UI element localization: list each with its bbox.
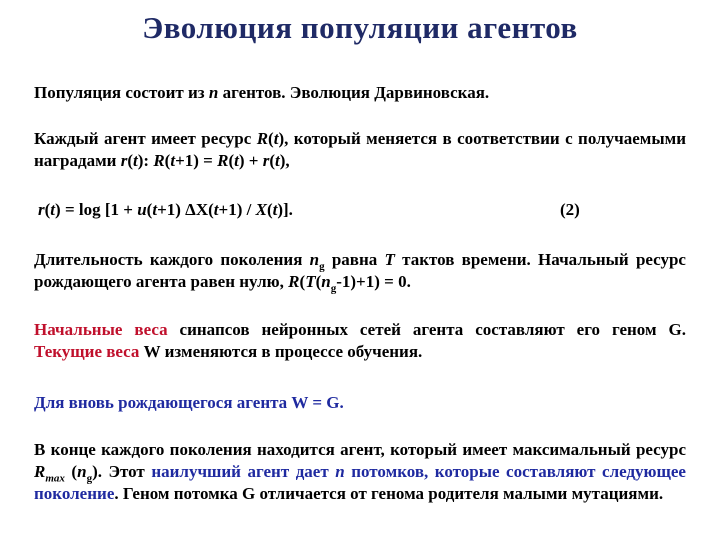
paragraph-weights: Начальные веса синапсов нейронных сетей агента составляют его геном G. Текущие веса W изменяются в процессе обучения. (34, 320, 686, 361)
equation-number: (2) (560, 200, 580, 219)
paragraph-resource: Каждый агент имеет ресурс R(t), который меняется в соответствии с получаемыми наградами r(t): R(t+1) = R(t) + r(t), (34, 129, 686, 170)
paragraph-best-agent: В конце каждого поколения находится агент, который имеет максимальный ресурс $R_{max}$ $(n_g)$. Этот наилучший агент дает n потомков, которые составляют следующее поколение. Геном потомка G отличается от генома родителя малыми мутациями. (34, 440, 686, 503)
paragraph-generation: Длительность каждого поколения $n_g$ равна T тактов времени. Начальный ресурс рождающего агента равен нулю, $R(T(n_g-1)+1) = 0$. (34, 250, 686, 295)
paragraph-population: Популяция состоит из n агентов. Эволюция Дарвиновская. (34, 83, 490, 102)
equation-2: r(t) = log [1 + u(t+1) ΔX(t+1) / X(t)]. (2) (38, 200, 580, 219)
slide-title: Эволюция популяции агентов (142, 10, 578, 45)
paragraph-newborn: Для вновь рождающегося агента W = G. (34, 393, 344, 412)
